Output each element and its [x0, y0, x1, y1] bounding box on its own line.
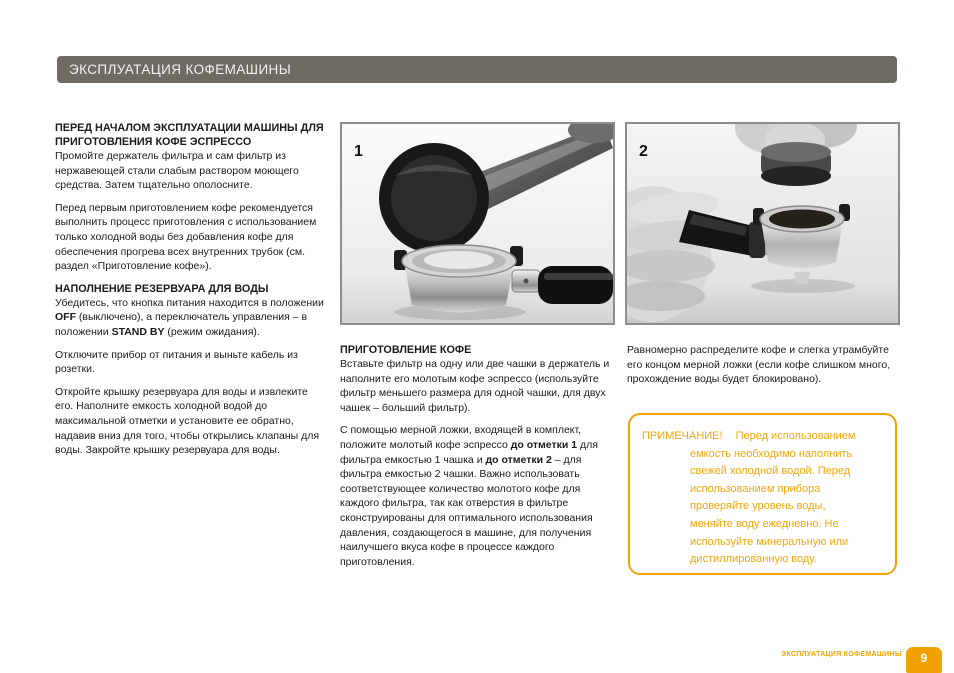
bold-off: OFF [55, 311, 76, 324]
paragraph: Промойте держатель фильтра и сам фильтр из нержавеющей стали слабым раствором моющего средства. Затем тщательно ополосните. [55, 150, 299, 192]
note-box [628, 413, 897, 575]
column-left [55, 121, 327, 466]
paragraph: Убедитесь, что кнопка питания находится в положении OFF (выключено), а переключатель управления – в положении STAND BY (режим ожидания). [55, 296, 324, 338]
paragraph: Перед первым приготовлением кофе рекомендуется выполнить процесс приготовления с использованием только холодной воды без добавления кофе для обеспечения прогрева всех внутренних трубок (см. раздел «Приготовление кофе»). [55, 201, 317, 273]
bold-mark-1: до отметки 1 [510, 438, 578, 451]
note-label: ПРИМЕЧАНИЕ! [642, 430, 723, 442]
figure-1-number: 1 [354, 143, 363, 160]
figure-1-photo [340, 122, 615, 325]
heading-fill-water-tank: НАПОЛНЕНИЕ РЕЗЕРВУАРА ДЛЯ ВОДЫ [55, 282, 269, 295]
bold-mark-2: до отметки 2 [485, 453, 552, 466]
heading-making-coffee: ПРИГОТОВЛЕНИЕ КОФЕ [340, 344, 472, 356]
paragraph: Отключите прибор от питания и выньте кабель из розетки. [55, 348, 298, 376]
page-number-tab: 9 [906, 647, 942, 673]
paragraph: С помощью мерной ложки, входящей в комплект, положите молотый кофе эспрессо до отметки 1 для фильтра емкостью 1 чашка и до отметки 2 – для фильтра емкостью 2 чашки. Важно использовать соответствующее количество молотого кофе для каждого фильтра, так как отверстия в фильтре сконструированы для оптимального использования давления, создающегося в машине, для получения наилучшего вкуса кофе в процессе каждого приготовления. [340, 424, 598, 568]
bold-standby: STAND BY [111, 325, 165, 338]
column-middle [340, 343, 618, 577]
figure-2-photo [625, 122, 900, 325]
portafilter-scoop-illustration [342, 124, 613, 323]
tamping-coffee-illustration [627, 124, 898, 323]
footer-section-title: ЭКСПЛУАТАЦИЯ КОФЕМАШИНЫ [781, 651, 902, 658]
paragraph: Равномерно распределите кофе и слегка утрамбуйте его концом мерной ложки (если кофе слишком много, прохождение воды будет блокировано). [627, 344, 891, 386]
section-header-bar: ЭКСПЛУАТАЦИЯ КОФЕМАШИНЫ [57, 56, 897, 83]
column-right [627, 343, 899, 395]
paragraph: Откройте крышку резервуара для воды и извлеките его. Наполните емкость холодной водой до максимальной отметки и установите ее обратно, надавив вниз для того, чтобы открылись клапаны для воды. Закройте крышку резервуара для воды. [55, 385, 320, 457]
note-text: Перед использованием емкость необходимо наполнить свежей холодной водой. Перед использованием прибора проверяйте уровень воды, меняйте воду ежедневно. Не используйте минеральную или дистиллированную воду. [690, 430, 856, 566]
paragraph: Вставьте фильтр на одну или две чашки в держатель и наполните его молотым кофе эспрессо (используйте фильтр меньшего размера для одной чашки, для двух чашек – больший фильтр). [340, 358, 610, 414]
heading-before-first-use: ПЕРЕД НАЧАЛОМ ЭКСПЛУАТАЦИИ МАШИНЫ ДЛЯ ПРИГОТОВЛЕНИЯ КОФЕ ЭСПРЕССО [55, 122, 324, 148]
figure-2-number: 2 [639, 143, 648, 160]
